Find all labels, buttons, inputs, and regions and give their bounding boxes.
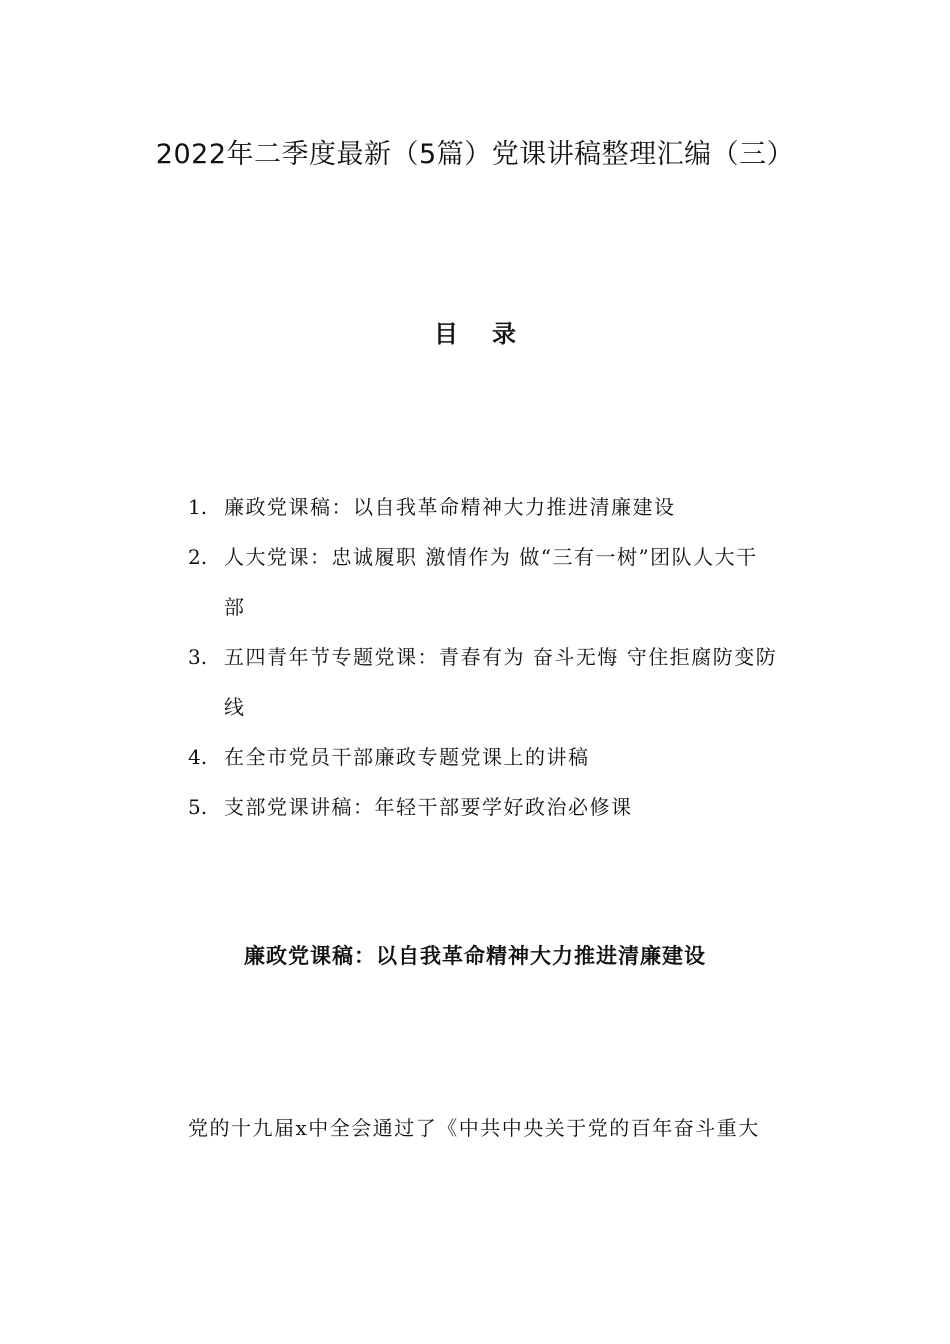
toc-item-1	[188, 482, 828, 532]
toc-item-5	[188, 782, 828, 832]
toc-item-text: 廉政党课稿：以自我革命精神大力推进清廉建设	[224, 495, 676, 519]
body-paragraph: 党的十九届x中全会通过了《中共中央关于党的百年奋斗重大	[188, 1116, 760, 1140]
toc-item-text-continued: 部	[224, 595, 246, 619]
section-title: 廉政党课稿：以自我革命精神大力推进清廉建设	[244, 944, 706, 968]
toc-item-number: 5.	[188, 795, 208, 819]
toc-item-text: 五四青年节专题党课：青春有为 奋斗无悔 守住拒腐防变防	[224, 645, 778, 669]
toc-heading: 目录	[434, 320, 550, 348]
toc-item-number: 2.	[188, 545, 208, 569]
toc-item-2	[188, 532, 828, 632]
toc-item-text: 人大党课：忠诚履职 激情作为 做“三有一树”团队人大干	[224, 545, 758, 569]
toc-item-number: 3.	[188, 645, 208, 669]
toc-item-text-continued: 线	[224, 695, 246, 719]
document-title: 2022年二季度最新（5篇）党课讲稿整理汇编（三）	[155, 139, 795, 170]
toc-item-number: 4.	[188, 745, 208, 769]
toc-item-text: 支部党课讲稿：年轻干部要学好政治必修课	[224, 795, 633, 819]
toc-item-4	[188, 732, 828, 782]
toc-item-number: 1.	[188, 495, 208, 519]
toc-item-text: 在全市党员干部廉政专题党课上的讲稿	[224, 745, 590, 769]
table-of-contents	[188, 482, 828, 832]
toc-item-3	[188, 632, 828, 732]
